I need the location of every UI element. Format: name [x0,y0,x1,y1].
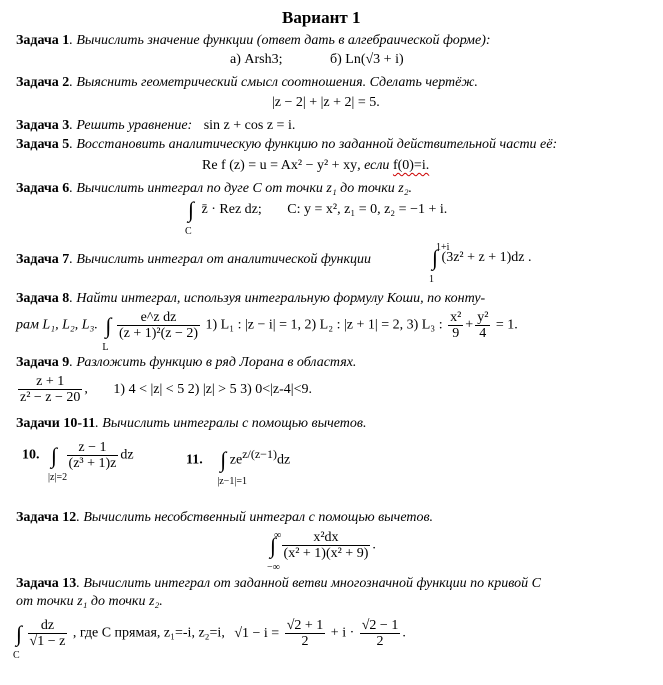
integrand-fraction [28,618,68,649]
page-title: Вариант 1 [282,8,361,27]
task-2 [16,75,478,91]
task-7-integral [429,242,532,285]
task-label: Задача 5 [16,137,70,152]
denominator: (x² + 1)(x² + 9) [283,546,369,561]
task-text: . Найти интеграл, используя интегральную формулу Коши, по конту- [69,291,486,306]
denominator: 2 [376,634,384,649]
task-5-formula [202,158,429,174]
curve: C: y = x², z₁ = 0, z₂ = −1 + i. [287,202,448,218]
task-label: Задача 12 [16,510,77,525]
numerator: z − 1 [67,440,119,456]
integrand-fraction [282,530,371,561]
ellipse-rhs: = 1. [495,317,518,333]
denominator: √1 − z [29,634,66,649]
task-7 [16,252,371,268]
upper-limit: ∞ [274,529,282,541]
task-3-formula: sin z + cos z = i. [203,118,296,133]
denominator: (z + 1)²(z − 2) [118,326,199,341]
task-text: . Вычислить значение функции (ответ дать в алгебраической форме): [69,33,491,48]
root-expression: √1 − i = [234,625,280,641]
task-13-text-continued: от точки z₁ до точки z₂. [16,594,163,609]
task-text: . Выяснить геометрический смысл соотношения. Сделать чертёж. [69,75,478,90]
task-9-formula: $\frac{z + 1}{\text{z² − z − 20}}$ , 1) 4 < |z| < 5 2) |z| > 5 3) 0<|z-4|<9. [20,374,313,405]
contour: |z−1|=1 [217,476,247,488]
formula-cond: , если [357,158,390,173]
task-text: . Вычислить интеграл по дуге C от точки z₁ до точки z₂. [69,181,413,196]
root-term-2 [360,618,401,649]
lower-limit: −∞ [267,561,280,573]
integrand: ze [229,452,243,468]
denominator: (z³ + 1)z [68,456,117,471]
task-label: Задача 7 [16,252,70,267]
task-8 [16,291,485,307]
ellipse-term-x [448,310,463,341]
numerator: x²dx [282,530,371,546]
task-9 [16,355,356,371]
function-fraction [18,374,82,405]
numerator: √2 − 1 [361,618,399,633]
task-label: Задачи 10-11 [16,416,96,431]
task-12-formula: ∫ ∞ −∞ $\frac{\text{x²dx}}{\text{(x² + 1)(x² + 9)}}$ . [270,530,376,570]
numerator: y² [477,310,489,325]
upper-limit: 1+i [436,242,450,253]
integral-sign: ∫ L [102,312,112,353]
task-label: Задача 2 [16,75,70,90]
task-1 [16,33,491,49]
contours: 1) L₁ : |z − i| = 1, 2) L₂ : |z + 1| = 2, 3) L₃ : [205,317,443,333]
task-10-formula: 10. ∫ |z|=2 $\frac{z - 1}{\text{(z³ + 1)z}}$ dz [22,440,134,480]
task-1-item-b: б) Ln(√3 + i) [330,52,404,67]
formula-main: Re f (z) = u = Ax² − y² + xy [202,158,358,173]
task-3 [16,118,295,134]
task-1-item-a: а) Arsh3; [230,52,283,67]
task-13-formula: ∫ C $\frac{dz}{√1 - z}$ , где C прямая, z₁=-i, z₂=i, √1 − i = $\frac{√2 + 1}{2}$ + i · $\frac{√2 - 1}{2}$ . [13,618,406,661]
task-label: Задача 6 [16,181,70,196]
integrand-fraction [117,310,200,341]
task-11-formula: 11. ∫ |z−1|=1 $ze^{z/(z-1)}dz$ [186,446,290,486]
task-8-formula: рам L₁, L₂, L₃. ∫ L $\frac{\text{e\textasciicircum{}z dz}}{\text{(z + 1)²(z − 2)}}$ 1) L₁ : |z − i| = 1, 2) L₂ : |z + 1| = 2, 3) L₃ : $\frac{\text{x²}}{9}$ + $\frac{\text{y²}}{4}$ = 1. [16,310,518,353]
root-term-1 [285,618,326,649]
integrand: (3z² + z + 1)dz . [441,250,532,266]
formula-cond-value: f(0)=i. [392,158,430,173]
task-13 [16,576,541,592]
integral-sign: ∫ C [185,197,195,237]
numerator: x² [450,310,462,325]
regions: 1) 4 < |z| < 5 2) |z| > 5 3) 0<|z-4|<9. [113,381,313,397]
task-12 [16,510,433,526]
task-label: Задача 9 [16,355,70,370]
task-text: . Вычислить несобственный интеграл с помощью вычетов. [76,510,434,525]
task-number: 11. [186,452,203,468]
task-label: Задача 1 [16,33,70,48]
description: , где C прямая, z₁=-i, z₂=i, [72,625,225,641]
numerator: dz [28,618,68,634]
ellipse-term-y [475,310,490,341]
denominator: 9 [452,326,460,341]
denominator: 4 [479,326,487,341]
denominator: z² − z − 20 [20,390,81,405]
task-text: . Вычислить интеграл от заданной ветви многозначной функции по кривой C [76,576,541,591]
task-6 [16,181,412,197]
integrand: z̄ · Rez dz; [201,202,262,218]
task-text-continued: рам L₁, L₂, L₃. [16,317,98,333]
contour: |z|=2 [48,471,68,483]
task-6-formula [185,197,448,237]
task-label: Задача 13 [16,576,77,591]
integral-sign: ∫ |z|=2 [51,446,57,466]
task-2-formula: |z − 2| + |z + 2| = 5. [272,95,380,110]
task-10-11 [16,416,366,432]
numerator: √2 + 1 [286,618,324,633]
integrand-fraction [67,440,119,471]
integral-sign: ∫ |z−1|=1 [220,450,226,470]
integral-sign: ∫ 1+i 1 [432,248,438,268]
task-5 [16,137,557,153]
denominator: 2 [301,634,309,649]
task-text: . Вычислить интегралы с помощью вычетов. [95,416,367,431]
numerator: e^z dz [117,310,200,326]
integral-sign: ∫ ∞ −∞ [270,536,276,556]
integral-sign: ∫ C [13,620,23,661]
numerator: z + 1 [18,374,82,390]
task-text: . Разложить функцию в ряд Лорана в областях. [69,355,357,370]
task-text: . Вычислить интеграл от аналитической функции [69,252,372,267]
task-text: . Восстановить аналитическую функцию по заданной действительной части её: [69,137,558,152]
plus-i: + i · [330,625,355,641]
task-label: Задача 8 [16,291,70,306]
exponent: z/(z−1) [242,447,277,461]
lower-limit: 1 [429,274,434,285]
task-label: Задача 3 [16,118,70,133]
task-text: . Решить уравнение: [69,118,193,133]
task-number: 10. [22,447,40,463]
